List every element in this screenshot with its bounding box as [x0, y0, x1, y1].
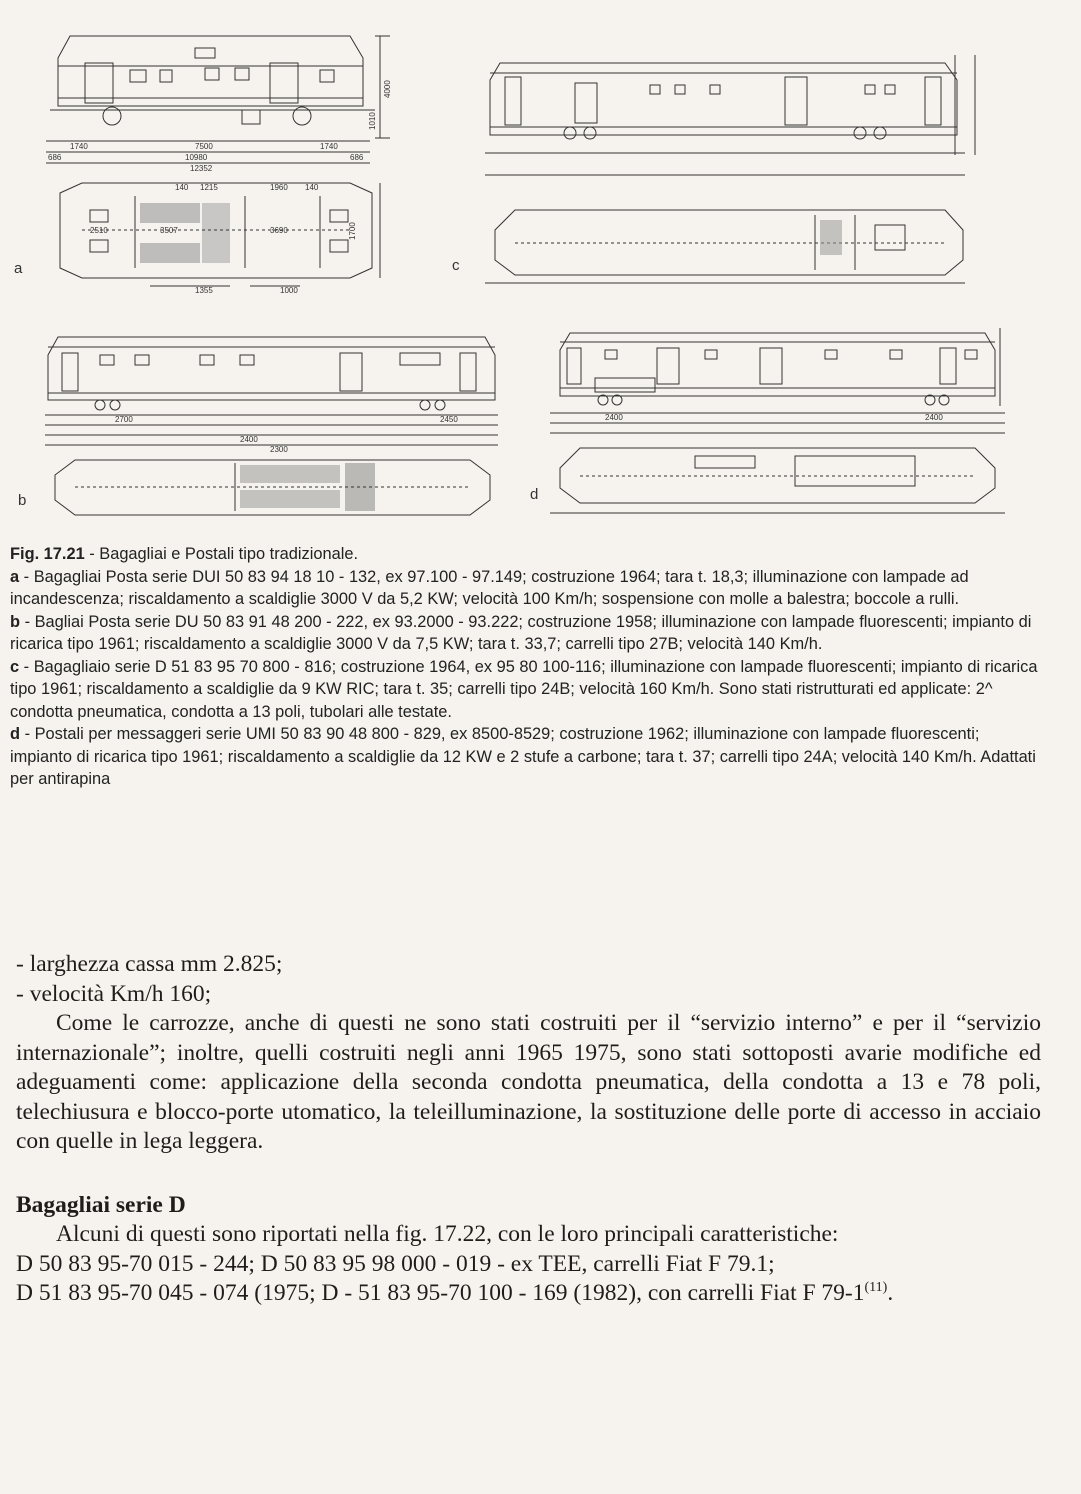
- dim-a-p1: 140: [175, 183, 189, 192]
- drawing-b: [40, 325, 510, 520]
- drawing-d-svg: [545, 318, 1030, 523]
- dim-a-h2: 1010: [368, 112, 377, 130]
- list-item: - larghezza cassa mm 2.825;: [16, 951, 283, 977]
- panel-label-a: a: [14, 260, 23, 277]
- drawing-a-svg: [30, 18, 430, 293]
- dim-d-1: 2400: [605, 413, 623, 422]
- drawing-a: [30, 18, 430, 293]
- dim-b-2: 2450: [440, 415, 458, 424]
- dim-a-6: 686: [350, 153, 364, 162]
- model-line-2-end: .: [887, 1280, 894, 1306]
- caption-letter: c: [10, 657, 20, 676]
- model-line-2-text: D 51 83 95-70 045 - 074 (1975; D - 51 83 95-70 100 - 169 (1982), con carrelli Fiat F 79-1: [16, 1280, 865, 1306]
- drawing-c: [475, 45, 1075, 285]
- caption-item-a: [10, 566, 1040, 611]
- list-item: - velocità Km/h 160;: [16, 980, 212, 1007]
- footnote-ref: (11): [864, 1280, 888, 1296]
- dim-b-4: 2300: [270, 445, 288, 454]
- caption-text: - Bagagliai Posta serie DUI 50 83 94 18 10 - 132, ex 97.100 - 97.149; costruzione 1964; tara t. 18,3; illuminazione con lampade ad incandescenza; riscaldamento a scaldiglie 3000 V da 5,2 KW; velocità 100 Km/h; sospensione con molle a balestra; boccole a rulli.: [10, 567, 969, 608]
- figure-caption: [10, 543, 1040, 791]
- caption-item-d: [10, 723, 1040, 791]
- paragraph-1: Come le carrozze, anche di questi ne sono stati costruiti per il “servizio interno” e per il “servizio internazionale”; inoltre, quelli costruiti negli anni 1965 1975, sono stati sottoposti avarie modifiche ed adeguamenti come: applicazione della seconda condotta pneumatica, della condotta a 13 e 78 poli, telechiusura e blocco-porte utomatico, la teleilluminazione, la sostituzione delle porte di accesso in acciaio con quelle in lega leggera.: [16, 1010, 1041, 1154]
- panel-label-d: d: [530, 486, 539, 503]
- dim-a-p2: 1215: [200, 183, 218, 192]
- dim-a-1: 1740: [70, 142, 88, 151]
- model-line-2: [16, 1279, 1041, 1309]
- dim-a-p4: 140: [305, 183, 319, 192]
- fig-number: Fig. 17.21: [10, 545, 85, 563]
- caption-item-c: [10, 656, 1040, 724]
- drawing-b-svg: [40, 325, 510, 520]
- dim-a-p7: 3690: [270, 226, 288, 235]
- caption-text: - Bagliai Posta serie DU 50 83 91 48 200 - 222, ex 93.2000 - 93.222; costruzione 1958; illuminazione con lampade fluorescenti; impianto di ricarica tipo 1961; riscaldamento a scaldiglie 3000 V da 7,5 KW; tara t. 33,7; carrelli tipo 27B; velocità 140 Km/h.: [10, 612, 1032, 653]
- section-title: Bagagliai serie D: [16, 1191, 186, 1218]
- dim-a-p3: 1960: [270, 183, 288, 192]
- caption-letter: d: [10, 725, 21, 743]
- dim-a-4: 686: [48, 153, 62, 162]
- dim-a-p8: 1700: [348, 222, 357, 240]
- dim-b-1: 2700: [115, 415, 133, 424]
- dim-a-2: 7500: [195, 142, 213, 151]
- dim-a-p10: 1000: [280, 286, 298, 293]
- model-line-1: D 50 83 95-70 015 - 244; D 50 83 95 98 000 - 019 - ex TEE, carrelli Fiat F 79.1;: [16, 1250, 775, 1277]
- body-text: [16, 950, 1041, 1309]
- dim-a-3: 1740: [320, 142, 338, 151]
- paragraph-2: Alcuni di questi sono riportati nella fig. 17.22, con le loro principali caratteristiche:: [56, 1221, 839, 1247]
- drawing-d: [545, 318, 1030, 523]
- caption-title-line: [10, 543, 1040, 566]
- drawing-c-svg: [475, 45, 1075, 285]
- dim-a-h1: 4000: [383, 80, 392, 98]
- caption-letter: b: [10, 612, 21, 631]
- caption-letter: a: [10, 567, 20, 586]
- fig-title: - Bagagliai e Postali tipo tradizionale.: [84, 545, 359, 563]
- panel-label-b: b: [18, 492, 27, 509]
- panel-label-c: c: [452, 257, 460, 274]
- dim-d-2: 2400: [925, 413, 943, 422]
- dim-b-3: 2400: [240, 435, 258, 444]
- dim-a-7: 12352: [190, 164, 213, 173]
- dim-a-5: 10980: [185, 153, 208, 162]
- dim-a-p6: 3507: [160, 226, 178, 235]
- caption-text: - Postali per messaggeri serie UMI 50 83 90 48 800 - 829, ex 8500-8529; costruzione 1962; illuminazione con lampade fluorescenti; impianto di ricarica tipo 1961; riscaldamento a scaldiglie da 12 KW e 2 stufe a carbone; tara t. 37; carrelli tipo 24A; velocità 140 Km/h. Adattati per antirapina: [10, 725, 1036, 788]
- caption-item-b: [10, 611, 1040, 656]
- dim-a-p9: 1355: [195, 286, 213, 293]
- caption-text: - Bagagliaio serie D 51 83 95 70 800 - 816; costruzione 1964, ex 95 80 100-116; illuminazione con lampade fluorescenti; impianto di ricarica tipo 1961; riscaldamento a scaldiglie da 9 KW RIC; tara t. 35; carrelli tipo 24B; velocità 160 Km/h. Sono stati ristrutturati ed applicate: 2^ condotta pneumatica, condotta a 13 poli, tubolari alle testate.: [10, 657, 1038, 721]
- dim-a-p5: 2510: [90, 226, 108, 235]
